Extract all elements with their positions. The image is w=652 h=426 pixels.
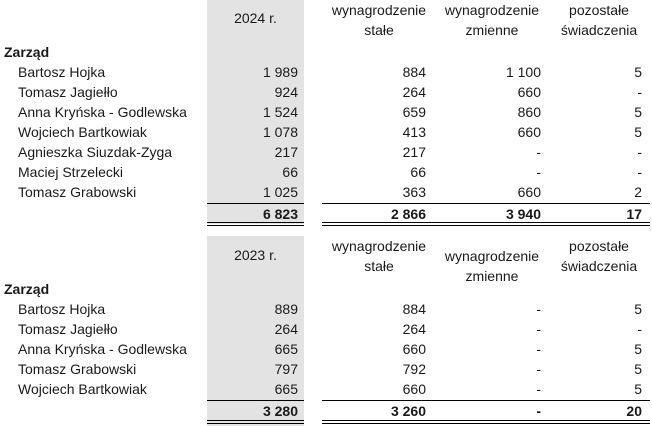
person-name: Bartosz Hojka <box>18 301 106 317</box>
person-name: Tomasz Jagiełło <box>18 84 118 100</box>
header-other <box>548 0 650 40</box>
header-fixed-text: wynagrodzenie stałe <box>331 2 427 38</box>
person-name: Agnieszka Siuzdak-Zyga <box>18 144 173 160</box>
variable-value: - <box>536 301 541 317</box>
total-value: 1 989 <box>262 64 298 80</box>
person-name: Anna Kryńska - Godlewska <box>18 104 187 120</box>
header-fixed <box>322 0 436 40</box>
other-value: - <box>637 84 642 100</box>
total-value: 66 <box>282 164 298 180</box>
fixed-value: 264 <box>402 84 426 100</box>
variable-value: 660 <box>517 184 541 200</box>
double-rule <box>207 222 304 226</box>
variable-value: - <box>536 361 541 377</box>
person-name: Tomasz Grabowski <box>18 184 137 200</box>
total-value: 1 078 <box>262 124 298 140</box>
header-variable <box>437 246 547 286</box>
fixed-value: 413 <box>402 124 426 140</box>
person-name: Maciej Strzelecki <box>18 164 124 180</box>
header-fixed <box>322 236 436 276</box>
total-value: 1 524 <box>262 104 298 120</box>
person-name: Wojciech Bartkowiak <box>18 381 147 397</box>
header-variable-text: wynagrodzenie zmienne <box>444 2 540 38</box>
other-value: - <box>637 164 642 180</box>
double-rule <box>322 222 650 226</box>
other-value: 5 <box>634 124 642 140</box>
sum-variable: - <box>536 403 541 419</box>
total-value: 889 <box>274 301 298 317</box>
sum-other: 20 <box>626 403 642 419</box>
other-value: 5 <box>634 381 642 397</box>
fixed-value: 264 <box>402 321 426 337</box>
sum-fixed: 2 866 <box>390 206 426 222</box>
total-value: 217 <box>274 144 298 160</box>
other-value: 2 <box>634 184 642 200</box>
header-variable <box>437 0 547 40</box>
person-name: Anna Kryńska - Godlewska <box>18 341 187 357</box>
total-value: 924 <box>274 84 298 100</box>
person-name: Tomasz Jagiełło <box>18 321 118 337</box>
fixed-value: 884 <box>402 301 426 317</box>
fixed-value: 884 <box>402 64 426 80</box>
header-other-text: pozostałe świadczenia <box>560 238 638 274</box>
variable-value: - <box>536 341 541 357</box>
person-name: Tomasz Grabowski <box>18 361 137 377</box>
sum-fixed: 3 260 <box>390 403 426 419</box>
total-value: 1 025 <box>262 184 298 200</box>
variable-value: 660 <box>517 84 541 100</box>
total-value: 665 <box>274 381 298 397</box>
other-value: 5 <box>634 361 642 377</box>
sum-variable: 3 940 <box>505 206 541 222</box>
sum-other: 17 <box>626 206 642 222</box>
year-header: 2024 r. <box>234 10 277 26</box>
header-variable-text: wynagrodzenie zmienne <box>444 248 540 284</box>
variable-value: - <box>536 164 541 180</box>
sum-total: 6 823 <box>262 206 298 222</box>
other-value: 5 <box>634 301 642 317</box>
fixed-value: 792 <box>402 361 426 377</box>
variable-value: 660 <box>517 124 541 140</box>
other-value: - <box>637 321 642 337</box>
total-value: 797 <box>274 361 298 377</box>
person-name: Bartosz Hojka <box>18 64 106 80</box>
fixed-value: 660 <box>402 381 426 397</box>
header-other <box>548 236 650 276</box>
other-value: - <box>637 144 642 160</box>
group-label: Zarząd <box>4 281 50 297</box>
other-value: 5 <box>634 341 642 357</box>
double-rule <box>322 420 650 424</box>
sum-total: 3 280 <box>262 403 298 419</box>
header-other-text: pozostałe świadczenia <box>560 2 638 38</box>
fixed-value: 363 <box>402 184 426 200</box>
other-value: 5 <box>634 64 642 80</box>
variable-value: 860 <box>517 104 541 120</box>
variable-value: - <box>536 144 541 160</box>
year-header: 2023 r. <box>234 247 277 263</box>
fixed-value: 659 <box>402 104 426 120</box>
double-rule <box>207 420 304 424</box>
variable-value: 1 100 <box>505 64 541 80</box>
total-value: 665 <box>274 341 298 357</box>
variable-value: - <box>536 381 541 397</box>
header-fixed-text: wynagrodzenie stałe <box>331 238 427 274</box>
fixed-value: 660 <box>402 341 426 357</box>
variable-value: - <box>536 321 541 337</box>
fixed-value: 217 <box>402 144 426 160</box>
group-label: Zarząd <box>4 44 50 60</box>
person-name: Wojciech Bartkowiak <box>18 124 147 140</box>
total-value: 264 <box>274 321 298 337</box>
fixed-value: 66 <box>410 164 426 180</box>
other-value: 5 <box>634 104 642 120</box>
